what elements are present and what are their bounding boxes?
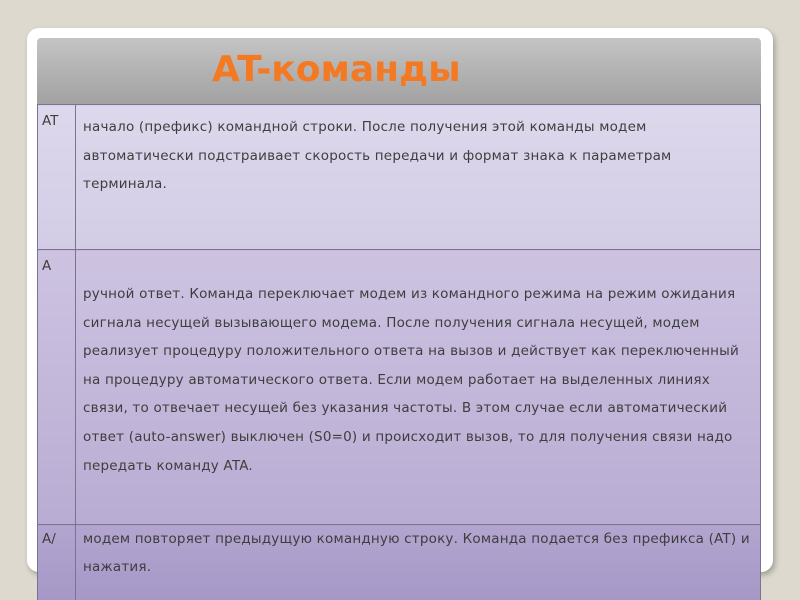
description-cell <box>76 105 761 250</box>
table-row <box>38 250 761 525</box>
description-text: ручной ответ. Команда переключает модем из командного режима на режим ожидания сигнала несущей вызывающего модема. После получения сигнала несущей, модем реализует процедуру положительного ответа на вызов и действует как переключенный на процедуру автоматического ответа. Если модем работает на выделенных линиях связи, то отвечает несущей без указания частоты. В этом случае если автоматический ответ (auto-answer) выключен (S0=0) и происходит вызов, то для получения связи надо передать команду ATA. <box>83 286 739 474</box>
description-cell <box>76 525 761 600</box>
command-cell: A <box>38 250 76 525</box>
table-row <box>38 105 761 250</box>
description-text: начало (префикс) командной строки. После получения этой команды модем автоматически подстраивает скорость передачи и формат знака к параметрам терминала. <box>83 119 672 193</box>
table-row <box>38 525 761 600</box>
description-cell <box>76 250 761 525</box>
description-text: модем повторяет предыдущую командную строку. Команда подается без префикса (AT) и нажатия. <box>83 531 750 575</box>
command-cell: A/ <box>38 525 76 600</box>
command-cell: AT <box>38 105 76 250</box>
at-commands-table <box>37 104 761 600</box>
slide-title: AT-команды <box>212 49 461 90</box>
